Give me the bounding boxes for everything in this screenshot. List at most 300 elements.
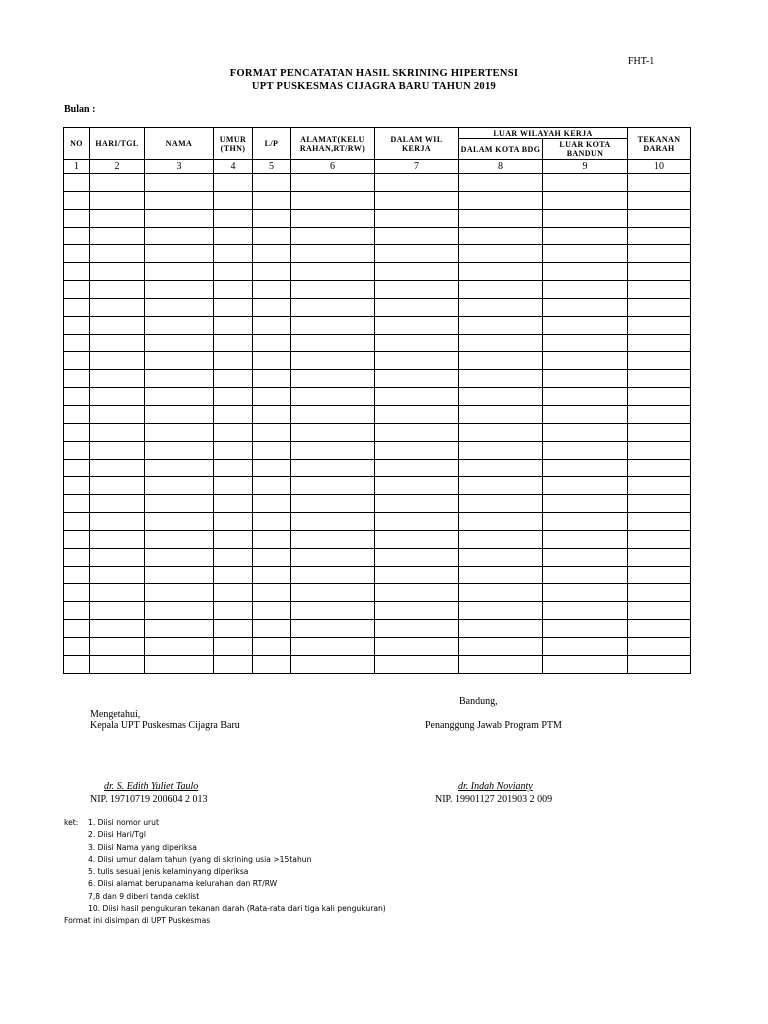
note-item: 3. Diisi Nama yang diperiksa [88, 842, 197, 852]
table-cell [253, 263, 291, 281]
table-cell [64, 245, 90, 263]
table-cell [543, 245, 628, 263]
table-cell [543, 227, 628, 245]
table-cell [459, 477, 543, 495]
table-cell [64, 637, 90, 655]
table-cell [145, 513, 214, 531]
table-cell [628, 548, 691, 566]
table-cell [628, 566, 691, 584]
table-cell [543, 477, 628, 495]
head-nip: NIP. 19710719 200604 2 013 [90, 794, 208, 805]
table-cell [291, 298, 375, 316]
table-cell [64, 477, 90, 495]
table-cell [90, 334, 145, 352]
header-dalam-wil: DALAM WIL KERJA [375, 128, 459, 160]
table-cell [543, 209, 628, 227]
table-cell [459, 423, 543, 441]
table-cell [253, 584, 291, 602]
table-cell [628, 584, 691, 602]
form-title: FORMAT PENCATATAN HASIL SKRINING HIPERTENSI [229, 68, 519, 79]
table-cell [459, 405, 543, 423]
table-cell [459, 281, 543, 299]
table-cell [145, 602, 214, 620]
table-cell [214, 620, 253, 638]
table-cell [543, 352, 628, 370]
table-cell [628, 459, 691, 477]
header-hari-tgl: HARI/TGL [90, 128, 145, 160]
table-cell [291, 316, 375, 334]
table-cell [628, 655, 691, 673]
table-cell [543, 405, 628, 423]
header-umur: UMUR (THN) [214, 128, 253, 160]
table-cell [628, 174, 691, 192]
table-cell [253, 209, 291, 227]
table-cell [145, 405, 214, 423]
table-cell [64, 209, 90, 227]
table-cell [145, 316, 214, 334]
column-number: 1 [64, 160, 90, 174]
table-cell [64, 620, 90, 638]
table-cell [90, 227, 145, 245]
table-cell [145, 441, 214, 459]
table-cell [214, 281, 253, 299]
table-cell [214, 352, 253, 370]
table-cell [64, 566, 90, 584]
notes-block [64, 817, 386, 928]
table-cell [90, 298, 145, 316]
table-cell [64, 441, 90, 459]
table-row [64, 263, 691, 281]
table-cell [253, 637, 291, 655]
table-cell [145, 548, 214, 566]
table-cell [64, 513, 90, 531]
table-cell [214, 316, 253, 334]
table-row [64, 459, 691, 477]
table-cell [459, 602, 543, 620]
table-cell [64, 352, 90, 370]
table-cell [253, 602, 291, 620]
table-cell [214, 245, 253, 263]
table-row [64, 245, 691, 263]
header-dalam-kota: DALAM KOTA BDG [459, 139, 543, 160]
table-row [64, 477, 691, 495]
table-cell [459, 263, 543, 281]
table-cell [214, 513, 253, 531]
table-cell [375, 388, 459, 406]
table-cell [543, 495, 628, 513]
form-code: FHT-1 [628, 56, 655, 67]
table-cell [145, 584, 214, 602]
table-cell [375, 209, 459, 227]
table-cell [628, 620, 691, 638]
table-row [64, 495, 691, 513]
table-cell [459, 637, 543, 655]
table-cell [90, 459, 145, 477]
table-cell [628, 191, 691, 209]
table-cell [459, 191, 543, 209]
table-cell [253, 227, 291, 245]
table-cell [543, 174, 628, 192]
header-no: NO [64, 128, 90, 160]
table-cell [214, 227, 253, 245]
note-item: 7,8 dan 9 diberi tanda ceklist [88, 891, 200, 901]
column-number: 7 [375, 160, 459, 174]
table-cell [253, 174, 291, 192]
table-cell [214, 602, 253, 620]
table-cell [90, 495, 145, 513]
table-cell [145, 459, 214, 477]
column-number: 9 [543, 160, 628, 174]
note-item: 4. Diisi umur dalam tahun (yang di skrining usia >15tahun [88, 854, 312, 864]
table-cell [64, 602, 90, 620]
table-cell [253, 370, 291, 388]
column-number: 10 [628, 160, 691, 174]
table-cell [375, 459, 459, 477]
table-cell [459, 370, 543, 388]
note-item: 6. Diisi alamat berupanama kelurahan dan RT/RW [88, 879, 278, 889]
table-cell [214, 191, 253, 209]
table-cell [253, 513, 291, 531]
table-cell [291, 584, 375, 602]
table-cell [253, 281, 291, 299]
table-cell [291, 245, 375, 263]
table-cell [628, 227, 691, 245]
table-row [64, 227, 691, 245]
table-cell [459, 566, 543, 584]
table-cell [214, 637, 253, 655]
table-cell [90, 191, 145, 209]
table-cell [459, 388, 543, 406]
table-cell [64, 298, 90, 316]
table-cell [214, 655, 253, 673]
table-row [64, 620, 691, 638]
table-cell [543, 620, 628, 638]
table-cell [543, 263, 628, 281]
table-cell [145, 263, 214, 281]
table-cell [64, 174, 90, 192]
table-row [64, 191, 691, 209]
table-cell [375, 548, 459, 566]
table-row [64, 316, 691, 334]
table-cell [90, 530, 145, 548]
table-cell [628, 495, 691, 513]
table-cell [459, 584, 543, 602]
table-cell [375, 281, 459, 299]
table-cell [375, 530, 459, 548]
table-cell [459, 548, 543, 566]
table-cell [543, 334, 628, 352]
table-cell [375, 191, 459, 209]
table-cell [375, 441, 459, 459]
table-cell [375, 620, 459, 638]
table-cell [90, 209, 145, 227]
table-cell [214, 477, 253, 495]
table-cell [291, 637, 375, 655]
column-number: 8 [459, 160, 543, 174]
table-cell [459, 174, 543, 192]
table-cell [145, 655, 214, 673]
table-cell [291, 423, 375, 441]
note-item: 1. Diisi nomor urut [88, 818, 159, 827]
table-cell [291, 263, 375, 281]
table-cell [253, 548, 291, 566]
table-row [64, 548, 691, 566]
table-row [64, 370, 691, 388]
table-cell [375, 316, 459, 334]
table-cell [628, 316, 691, 334]
table-cell [90, 263, 145, 281]
table-cell [291, 566, 375, 584]
table-cell [628, 370, 691, 388]
program-officer-title: Penanggung Jawab Program PTM [425, 720, 562, 731]
table-row [64, 281, 691, 299]
table-row [64, 584, 691, 602]
table-cell [214, 530, 253, 548]
table-cell [145, 281, 214, 299]
table-cell [214, 548, 253, 566]
table-cell [214, 459, 253, 477]
table-cell [64, 495, 90, 513]
table-cell [291, 334, 375, 352]
table-cell [375, 513, 459, 531]
table-cell [64, 423, 90, 441]
table-cell [64, 584, 90, 602]
table-cell [145, 566, 214, 584]
table-cell [291, 530, 375, 548]
table-cell [253, 245, 291, 263]
table-cell [543, 388, 628, 406]
table-row [64, 637, 691, 655]
table-cell [375, 655, 459, 673]
table-cell [90, 388, 145, 406]
table-cell [64, 316, 90, 334]
table-cell [253, 655, 291, 673]
table-cell [145, 209, 214, 227]
table-cell [90, 620, 145, 638]
table-cell [543, 513, 628, 531]
table-cell [543, 316, 628, 334]
table-cell [90, 548, 145, 566]
note-item: 5. tulis sesuai jenis kelaminyang diperiksa [88, 867, 249, 877]
table-cell [90, 513, 145, 531]
table-cell [145, 388, 214, 406]
column-number: 4 [214, 160, 253, 174]
table-cell [375, 637, 459, 655]
table-cell [459, 352, 543, 370]
signature-place: Bandung, [459, 696, 498, 707]
table-cell [543, 566, 628, 584]
notes-label: ket: [64, 818, 79, 827]
table-cell [253, 495, 291, 513]
table-cell [64, 388, 90, 406]
table-cell [628, 602, 691, 620]
table-cell [375, 298, 459, 316]
table-row [64, 423, 691, 441]
table-cell [90, 637, 145, 655]
table-cell [64, 548, 90, 566]
header-tekanan: TEKANAN DARAH [628, 128, 691, 160]
table-cell [375, 423, 459, 441]
table-cell [214, 423, 253, 441]
column-number-row [64, 160, 691, 174]
table-cell [145, 620, 214, 638]
table-cell [90, 441, 145, 459]
table-cell [459, 530, 543, 548]
table-cell [628, 298, 691, 316]
officer-name: dr. Indah Novianty [458, 781, 533, 792]
table-row [64, 655, 691, 673]
table-cell [145, 637, 214, 655]
table-cell [253, 423, 291, 441]
table-cell [291, 405, 375, 423]
table-cell [543, 191, 628, 209]
header-luar-kota: LUAR KOTA BANDUN [543, 139, 628, 160]
table-cell [90, 281, 145, 299]
table-cell [145, 245, 214, 263]
table-cell [375, 370, 459, 388]
table-cell [291, 281, 375, 299]
table-cell [291, 352, 375, 370]
table-cell [375, 602, 459, 620]
table-cell [459, 298, 543, 316]
table-cell [145, 227, 214, 245]
table-cell [90, 477, 145, 495]
table-cell [90, 245, 145, 263]
table-cell [145, 477, 214, 495]
table-cell [543, 281, 628, 299]
table-cell [145, 423, 214, 441]
table-cell [375, 352, 459, 370]
table-row [64, 352, 691, 370]
table-cell [375, 405, 459, 423]
column-number: 5 [253, 160, 291, 174]
column-number: 6 [291, 160, 375, 174]
table-cell [459, 227, 543, 245]
table-cell [628, 637, 691, 655]
table-cell [459, 209, 543, 227]
table-cell [543, 548, 628, 566]
table-cell [145, 191, 214, 209]
table-row [64, 602, 691, 620]
table-cell [459, 620, 543, 638]
header-luar-wilayah: LUAR WILAYAH KERJA [459, 128, 628, 139]
table-cell [628, 388, 691, 406]
table-cell [64, 191, 90, 209]
column-number: 3 [145, 160, 214, 174]
table-cell [628, 263, 691, 281]
table-cell [90, 370, 145, 388]
head-name: dr. S. Edith Yuliet Taulo [104, 781, 199, 792]
header-alamat: ALAMAT(KELU RAHAN,RT/RW) [291, 128, 375, 160]
table-row [64, 174, 691, 192]
table-cell [459, 513, 543, 531]
table-cell [459, 334, 543, 352]
table-cell [628, 405, 691, 423]
table-cell [64, 227, 90, 245]
table-cell [145, 174, 214, 192]
table-cell [145, 370, 214, 388]
table-cell [291, 174, 375, 192]
table-cell [543, 423, 628, 441]
table-cell [90, 602, 145, 620]
head-title: Kepala UPT Puskesmas Cijagra Baru [90, 720, 240, 731]
table-cell [543, 441, 628, 459]
month-label: Bulan : [64, 104, 96, 115]
table-row [64, 298, 691, 316]
table-cell [64, 530, 90, 548]
table-cell [90, 352, 145, 370]
table-cell [291, 459, 375, 477]
form-subtitle: UPT PUSKESMAS CIJAGRA BARU TAHUN 2019 [251, 81, 497, 92]
table-cell [628, 477, 691, 495]
table-cell [291, 655, 375, 673]
table-cell [291, 388, 375, 406]
acknowledged-label: Mengetahui, [90, 709, 141, 720]
table-cell [375, 263, 459, 281]
table-cell [90, 566, 145, 584]
table-cell [90, 655, 145, 673]
table-cell [253, 566, 291, 584]
table-cell [459, 459, 543, 477]
table-cell [459, 441, 543, 459]
table-cell [253, 477, 291, 495]
table-cell [214, 263, 253, 281]
table-cell [291, 227, 375, 245]
table-cell [90, 584, 145, 602]
table-cell [90, 423, 145, 441]
note-item: 10. Diisi hasil pengukuran tekanan darah (Rata-rata dari tiga kali pengukuran) [88, 904, 386, 914]
table-cell [214, 584, 253, 602]
table-cell [375, 245, 459, 263]
table-cell [214, 334, 253, 352]
table-cell [145, 495, 214, 513]
table-cell [375, 477, 459, 495]
table-cell [145, 334, 214, 352]
table-cell [64, 405, 90, 423]
table-cell [628, 513, 691, 531]
table-cell [459, 316, 543, 334]
table-cell [90, 405, 145, 423]
table-cell [375, 566, 459, 584]
table-cell [253, 405, 291, 423]
table-cell [253, 191, 291, 209]
table-row [64, 388, 691, 406]
table-cell [253, 388, 291, 406]
table-cell [375, 334, 459, 352]
table-cell [64, 263, 90, 281]
table-cell [214, 566, 253, 584]
table-cell [543, 637, 628, 655]
table-cell [64, 459, 90, 477]
table-cell [628, 281, 691, 299]
table-cell [543, 298, 628, 316]
table-cell [375, 495, 459, 513]
notes-footer: Format ini disimpan di UPT Puskesmas [64, 916, 211, 926]
table-cell [90, 316, 145, 334]
table-cell [291, 495, 375, 513]
table-cell [543, 655, 628, 673]
table-cell [214, 174, 253, 192]
table-cell [214, 388, 253, 406]
table-cell [543, 459, 628, 477]
table-row [64, 209, 691, 227]
table-cell [291, 441, 375, 459]
table-cell [291, 191, 375, 209]
table-cell [253, 334, 291, 352]
table-cell [628, 245, 691, 263]
note-item: 2. Diisi Hari/Tgl [88, 830, 146, 840]
table-cell [214, 495, 253, 513]
